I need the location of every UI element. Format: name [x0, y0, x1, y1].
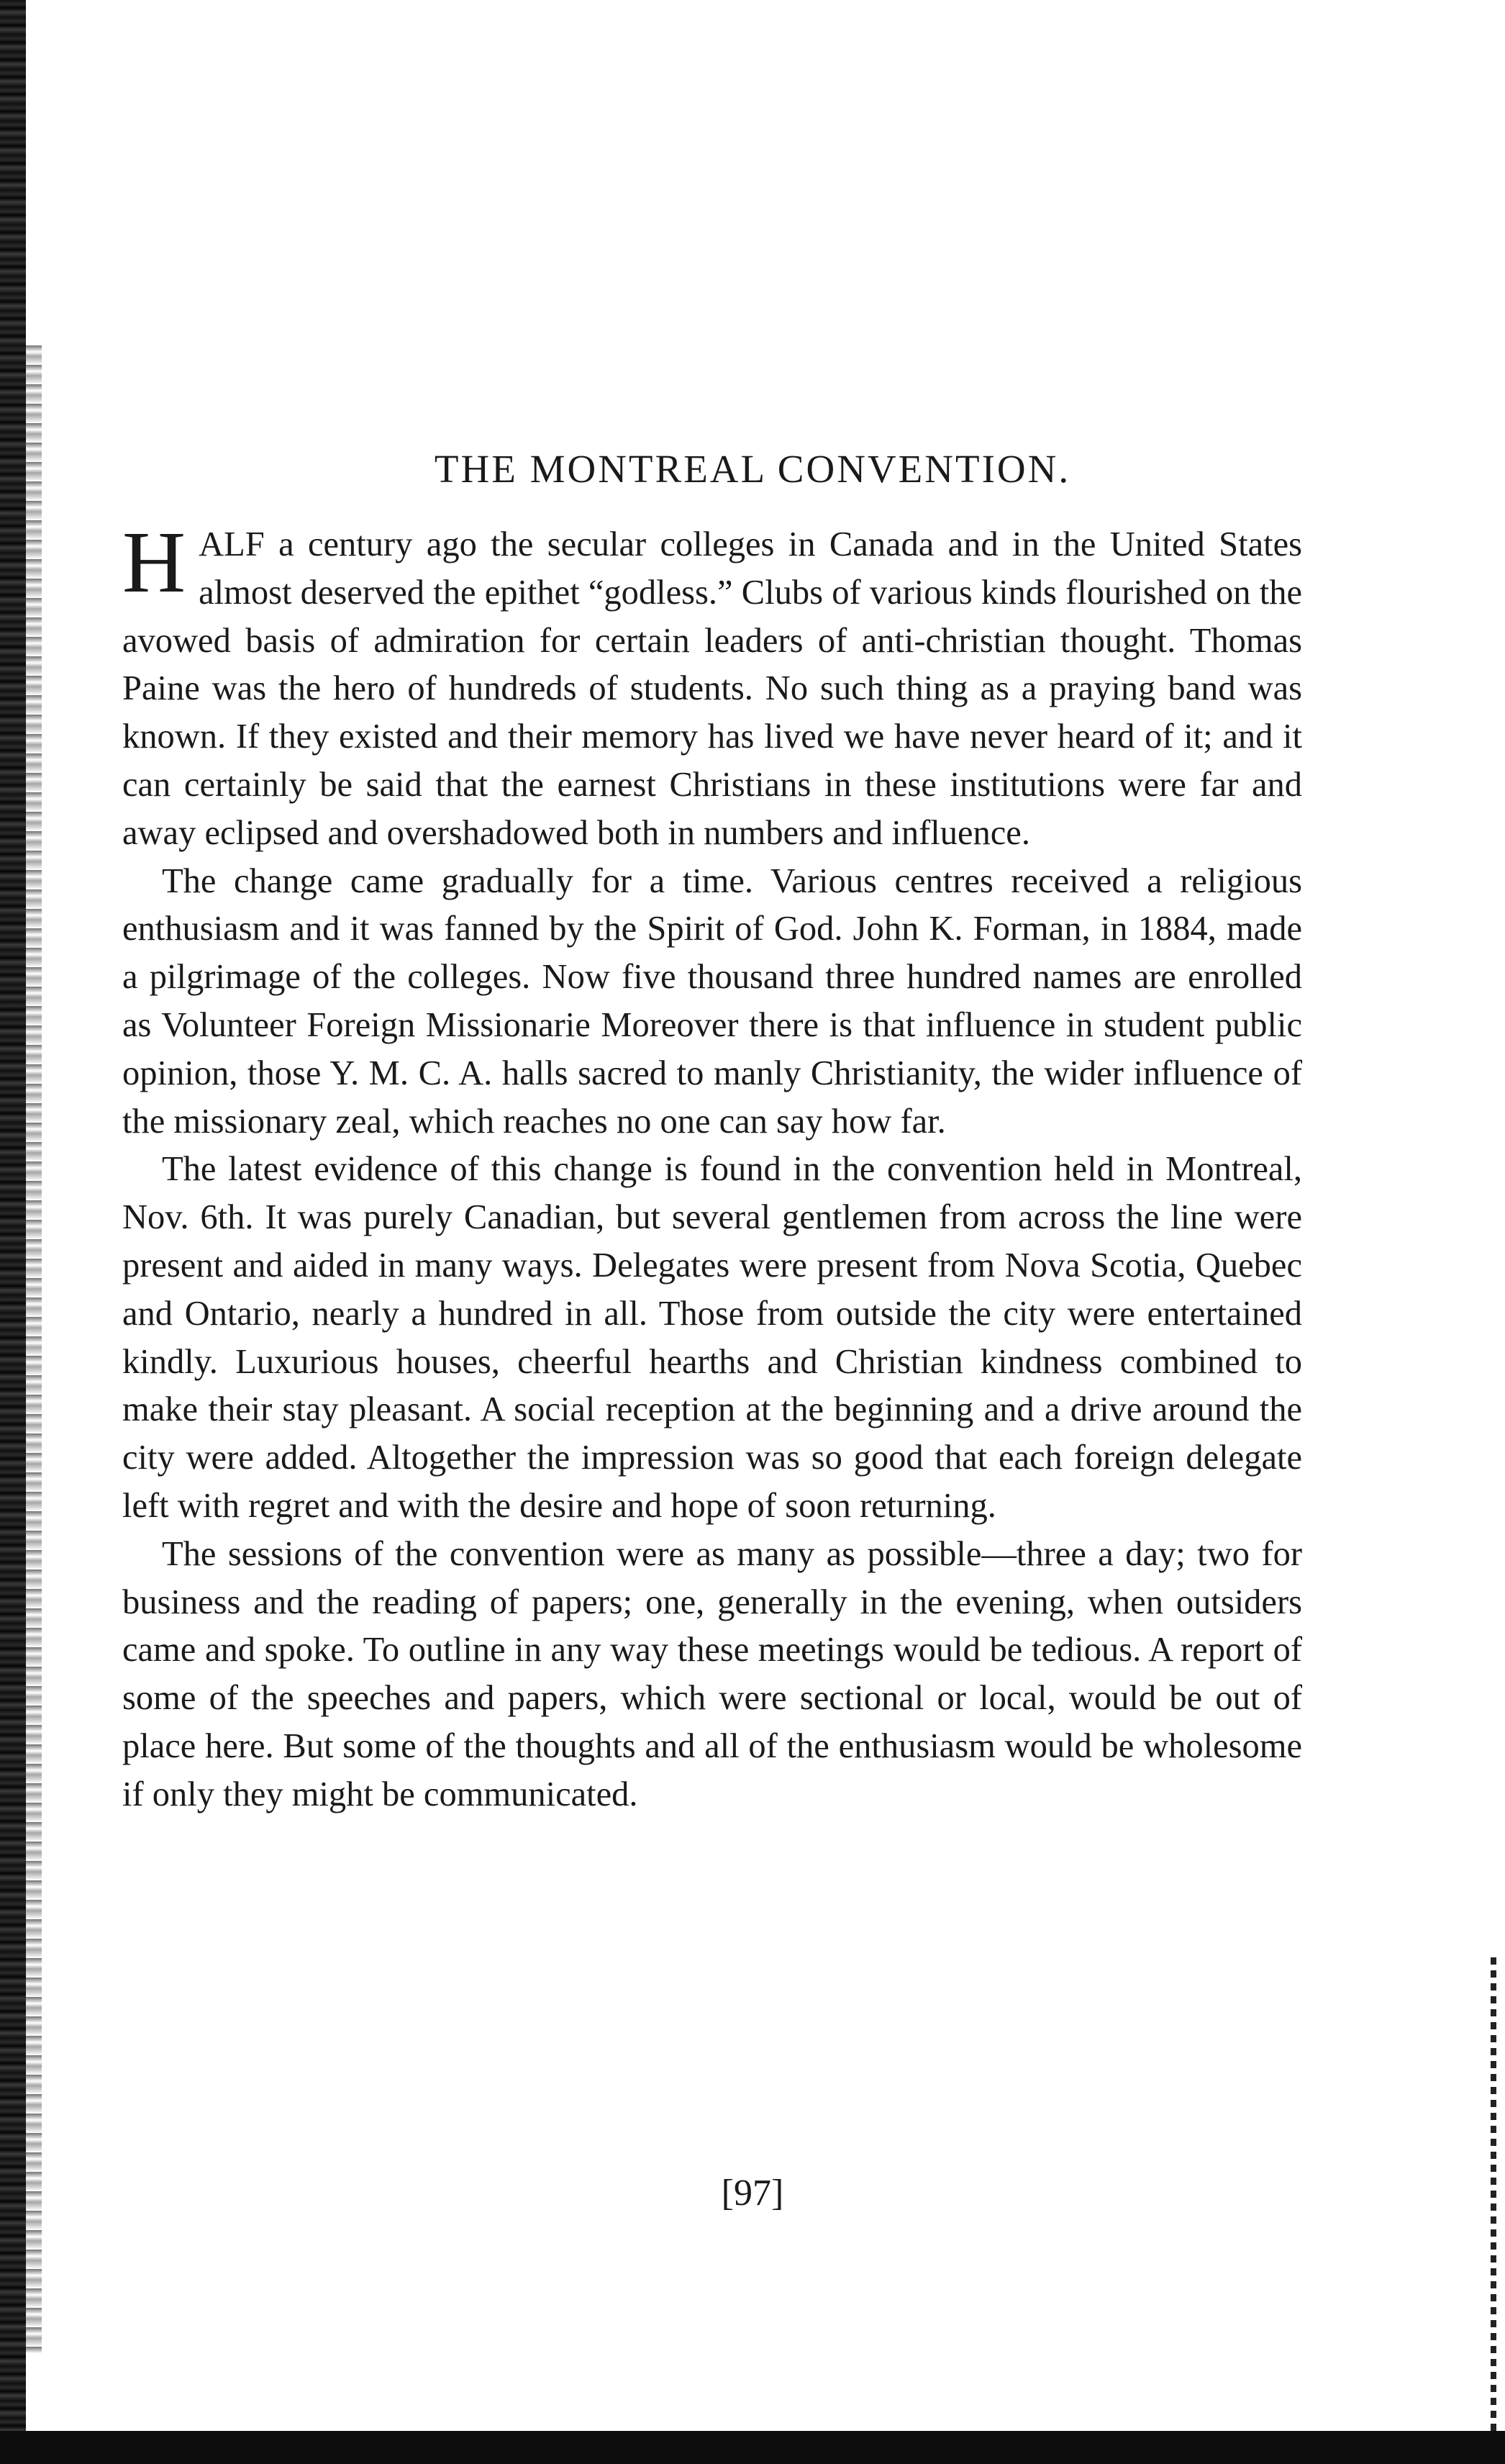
scan-edge-bottom [0, 2431, 1505, 2464]
paragraph-3: The latest evidence of this change is found in the convention held in Montreal, Nov. 6th. It was purely Canadian, but several gentlemen from across the line were present and aided in many ways. Delegates were present from Nova Scotia, Quebec and Ontario, nearly a hundred in all. Those from outside the city were entertained kindly. Luxurious houses, cheerful hearths and Christian kindness combined to make their stay pleasant. A social reception at the beginning and a drive around the city were added. Altogether the impression was so good that each foreign delegate left with regret and with the desire and hope of soon returning. [122, 1150, 1302, 1525]
page-title: THE MONTREAL CONVENTION. [434, 447, 1071, 491]
scan-edge-left [0, 0, 26, 2464]
paragraph-2: The change came gradually for a time. Various centres received a religious enthusiasm and it was fanned by the Spirit of God. John K. Forman, in 1884, made a pilgrimage of the colleges. Now five thousand three hundred names are enrolled as Volunteer Foreign Missionarie Moreover there is that influence in student public opinion, those Y. M. C. A. halls sacred to manly Christianity, the wider influence of the missionary zeal, which reaches no one can say how far. [122, 861, 1302, 1141]
article-body [122, 514, 1302, 1819]
scan-edge-fringe [26, 345, 42, 2353]
paragraph-4: The sessions of the convention were as many as possible—three a day; two for business and the reading of papers; one, generally in the evening, when outsiders came and spoke. To outline in any way these meetings would be tedious. A report of some of the speeches and papers, which were sectional or local, would be out of place here. But some of the thoughts and all of the enthusiasm would be wholesome if only they might be communicated. [122, 1534, 1302, 1813]
drop-cap: H [122, 514, 186, 611]
page-number: [97] [721, 2173, 784, 2214]
paragraph-1-text: ALF a century ago the secular colleges in Canada and in the United States almost deserved the epithet “godless.” Clubs of various kinds flourished on the avowed basis of admiration for certain leaders of anti-christian thought. Thomas Paine was the hero of hundreds of students. No such thing as a praying band was known. If they existed and their memory has lived we have never heard of it; and it can certainly be said that the earnest Christians in these institutions were far and away eclipsed and overshadowed both in numbers and influence. [122, 525, 1302, 852]
paragraph-1 [122, 514, 1302, 858]
